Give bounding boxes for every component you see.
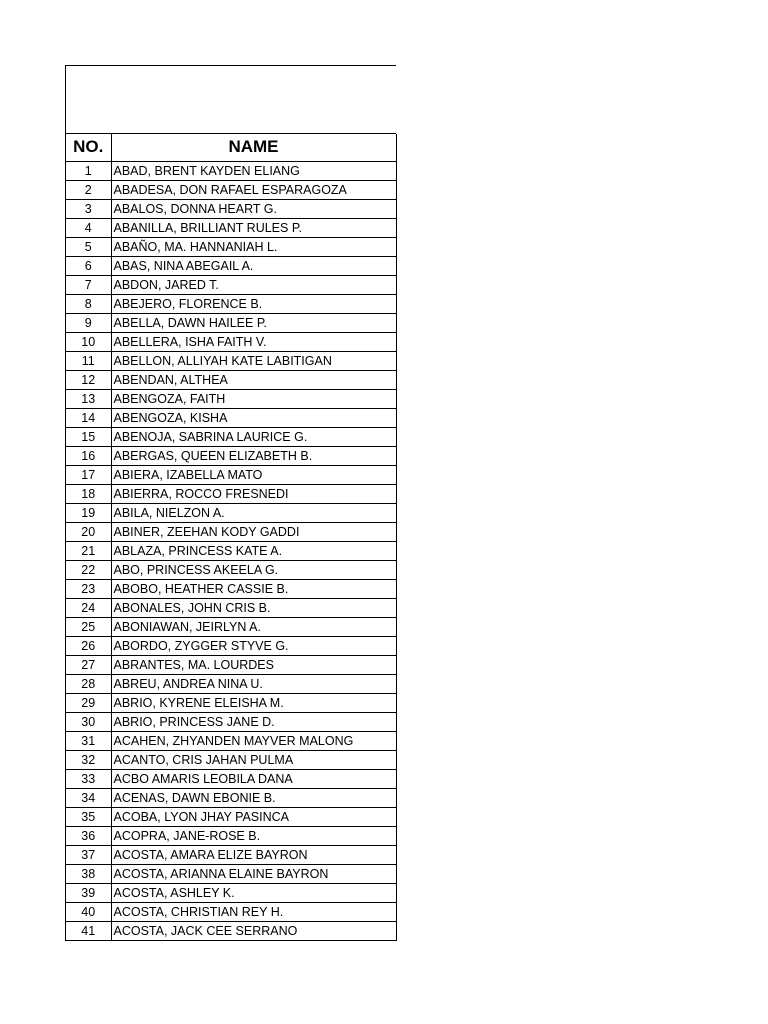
table-row [66, 313, 396, 332]
student-name: ABEJERO, FLORENCE B. [111, 294, 396, 313]
table-row [66, 351, 396, 370]
student-name: ABENDAN, ALTHEA [111, 370, 396, 389]
row-number: 28 [66, 674, 111, 693]
column-header-name: NAME [111, 134, 396, 161]
row-number: 1 [66, 161, 111, 180]
column-header-no: NO. [66, 134, 111, 161]
student-name: ABOBO, HEATHER CASSIE B. [111, 579, 396, 598]
table-row [66, 218, 396, 237]
row-number: 20 [66, 522, 111, 541]
row-number: 4 [66, 218, 111, 237]
row-number: 9 [66, 313, 111, 332]
student-name: ABAS, NINA ABEGAIL A. [111, 256, 396, 275]
row-number: 33 [66, 769, 111, 788]
student-name: ABIERRA, ROCCO FRESNEDI [111, 484, 396, 503]
student-name: ABONALES, JOHN CRIS B. [111, 598, 396, 617]
table-row [66, 332, 396, 351]
table-row [66, 484, 396, 503]
student-name: ABRIO, PRINCESS JANE D. [111, 712, 396, 731]
row-number: 11 [66, 351, 111, 370]
student-name: ACOSTA, JACK CEE SERRANO [111, 921, 396, 940]
table-row [66, 465, 396, 484]
row-number: 36 [66, 826, 111, 845]
row-number: 14 [66, 408, 111, 427]
table-row [66, 294, 396, 313]
student-name: ABENGOZA, FAITH [111, 389, 396, 408]
table-row [66, 370, 396, 389]
student-name: ABERGAS, QUEEN ELIZABETH B. [111, 446, 396, 465]
table-row [66, 902, 396, 921]
table-row [66, 864, 396, 883]
student-name: ACOSTA, ARIANNA ELAINE BAYRON [111, 864, 396, 883]
row-number: 18 [66, 484, 111, 503]
row-number: 24 [66, 598, 111, 617]
table-body [66, 161, 396, 940]
table-row [66, 826, 396, 845]
table-row [66, 674, 396, 693]
table-row [66, 408, 396, 427]
row-number: 15 [66, 427, 111, 446]
table-row [66, 579, 396, 598]
student-name: ACOPRA, JANE-ROSE B. [111, 826, 396, 845]
table-row [66, 522, 396, 541]
student-name: ABELLON, ALLIYAH KATE LABITIGAN [111, 351, 396, 370]
row-number: 26 [66, 636, 111, 655]
table-row [66, 161, 396, 180]
name-table [66, 134, 397, 941]
table-row [66, 180, 396, 199]
student-name: ACOBA, LYON JHAY PASINCA [111, 807, 396, 826]
table-row [66, 617, 396, 636]
student-name: ABREU, ANDREA NINA U. [111, 674, 396, 693]
student-name: ABRIO, KYRENE ELEISHA M. [111, 693, 396, 712]
row-number: 10 [66, 332, 111, 351]
table-row [66, 199, 396, 218]
student-name: ABADESA, DON RAFAEL ESPARAGOZA [111, 180, 396, 199]
row-number: 30 [66, 712, 111, 731]
name-list-sheet [65, 65, 396, 941]
row-number: 7 [66, 275, 111, 294]
student-name: ABENOJA, SABRINA LAURICE G. [111, 427, 396, 446]
table-row [66, 503, 396, 522]
row-number: 19 [66, 503, 111, 522]
table-row [66, 446, 396, 465]
row-number: 25 [66, 617, 111, 636]
table-row [66, 921, 396, 940]
table-row [66, 693, 396, 712]
student-name: ABAÑO, MA. HANNANIAH L. [111, 237, 396, 256]
student-name: ABO, PRINCESS AKEELA G. [111, 560, 396, 579]
row-number: 27 [66, 655, 111, 674]
table-row [66, 598, 396, 617]
student-name: ABDON, JARED T. [111, 275, 396, 294]
table-row [66, 275, 396, 294]
table-row [66, 655, 396, 674]
student-name: ABELLERA, ISHA FAITH V. [111, 332, 396, 351]
student-name: ABELLA, DAWN HAILEE P. [111, 313, 396, 332]
table-row [66, 788, 396, 807]
row-number: 6 [66, 256, 111, 275]
row-number: 40 [66, 902, 111, 921]
row-number: 29 [66, 693, 111, 712]
row-number: 17 [66, 465, 111, 484]
student-name: ACOSTA, AMARA ELIZE BAYRON [111, 845, 396, 864]
student-name: ABIERA, IZABELLA MATO [111, 465, 396, 484]
table-row [66, 731, 396, 750]
row-number: 35 [66, 807, 111, 826]
student-name: ABRANTES, MA. LOURDES [111, 655, 396, 674]
table-row [66, 560, 396, 579]
student-name: ACOSTA, CHRISTIAN REY H. [111, 902, 396, 921]
row-number: 5 [66, 237, 111, 256]
table-row [66, 807, 396, 826]
student-name: ABENGOZA, KISHA [111, 408, 396, 427]
student-name: ABILA, NIELZON A. [111, 503, 396, 522]
row-number: 8 [66, 294, 111, 313]
student-name: ABAD, BRENT KAYDEN ELIANG [111, 161, 396, 180]
blank-header-area [66, 66, 396, 134]
row-number: 34 [66, 788, 111, 807]
table-row [66, 541, 396, 560]
student-name: ACENAS, DAWN EBONIE B. [111, 788, 396, 807]
row-number: 2 [66, 180, 111, 199]
row-number: 3 [66, 199, 111, 218]
row-number: 21 [66, 541, 111, 560]
header-row [66, 134, 396, 161]
student-name: ACANTO, CRIS JAHAN PULMA [111, 750, 396, 769]
row-number: 32 [66, 750, 111, 769]
row-number: 38 [66, 864, 111, 883]
student-name: ABONIAWAN, JEIRLYN A. [111, 617, 396, 636]
table-row [66, 750, 396, 769]
student-name: ABLAZA, PRINCESS KATE A. [111, 541, 396, 560]
table-row [66, 712, 396, 731]
row-number: 31 [66, 731, 111, 750]
student-name: ABINER, ZEEHAN KODY GADDI [111, 522, 396, 541]
table-row [66, 237, 396, 256]
table-row [66, 883, 396, 902]
table-row [66, 389, 396, 408]
row-number: 41 [66, 921, 111, 940]
row-number: 39 [66, 883, 111, 902]
student-name: ABANILLA, BRILLIANT RULES P. [111, 218, 396, 237]
table-row [66, 769, 396, 788]
table-row [66, 427, 396, 446]
row-number: 13 [66, 389, 111, 408]
student-name: ACAHEN, ZHYANDEN MAYVER MALONG [111, 731, 396, 750]
row-number: 22 [66, 560, 111, 579]
row-number: 16 [66, 446, 111, 465]
row-number: 12 [66, 370, 111, 389]
row-number: 37 [66, 845, 111, 864]
table-row [66, 636, 396, 655]
table-row [66, 845, 396, 864]
student-name: ACBO AMARIS LEOBILA DANA [111, 769, 396, 788]
student-name: ABALOS, DONNA HEART G. [111, 199, 396, 218]
student-name: ABORDO, ZYGGER STYVE G. [111, 636, 396, 655]
table-row [66, 256, 396, 275]
row-number: 23 [66, 579, 111, 598]
student-name: ACOSTA, ASHLEY K. [111, 883, 396, 902]
